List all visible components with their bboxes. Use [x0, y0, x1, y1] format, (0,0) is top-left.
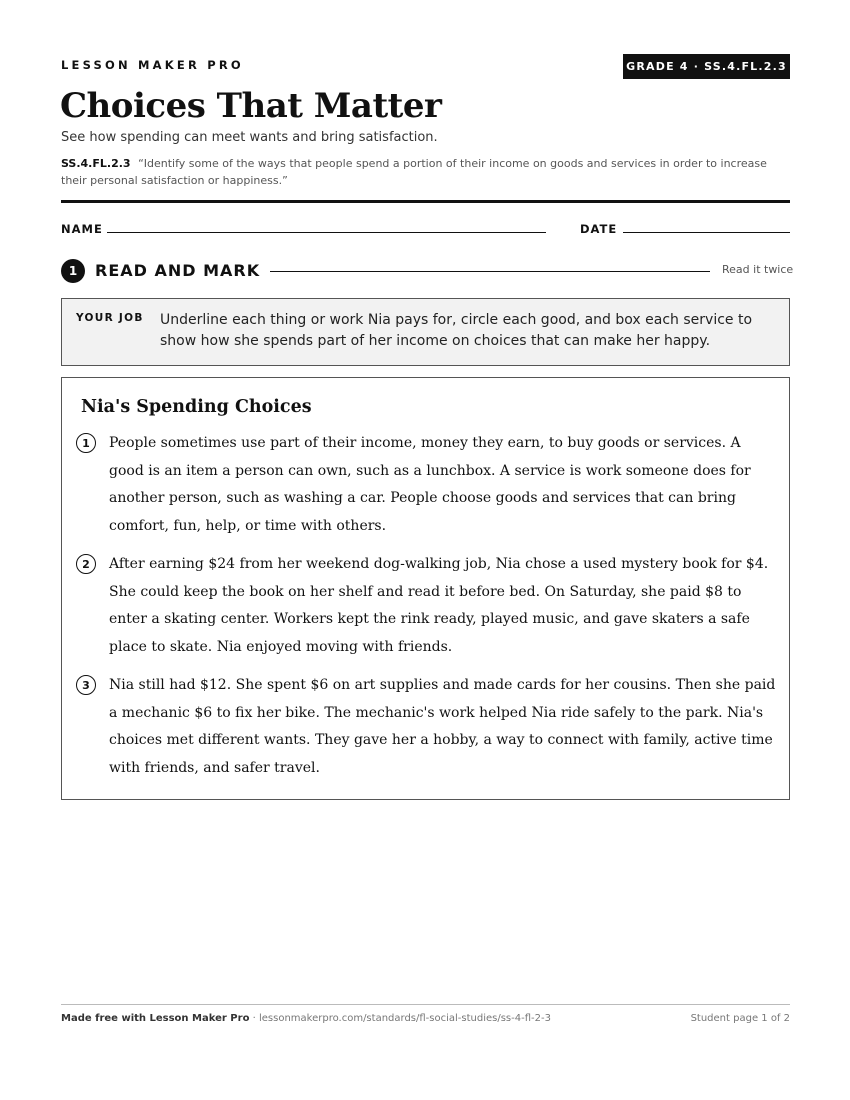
section-number-badge: 1	[61, 259, 85, 283]
paragraph-2: After earning $24 from her weekend dog-walking job, Nia chose a used mystery book for $4. She could keep the book on her shelf and read it before bed. On Saturday, she paid $8 to enter a skating center. Workers kept the rink ready, played music, and gave skaters a safe place to skate. Nia enjoyed moving with friends.	[109, 556, 769, 655]
header-divider	[61, 200, 790, 203]
name-field[interactable]	[107, 232, 546, 233]
grade-badge: GRADE 4 · SS.4.FL.2.3	[623, 54, 790, 79]
date-label: DATE	[580, 222, 618, 236]
standard-text: “Identify some of the ways that people spend a portion of their income on goods and services in order to increase their personal satisfaction or happiness.”	[61, 157, 767, 187]
page-title: Choices That Matter	[60, 86, 442, 126]
section-hint: Read it twice	[722, 263, 794, 276]
instructions-box	[61, 298, 790, 366]
paragraph-number-3: 3	[76, 675, 96, 695]
standard-code: SS.4.FL.2.3	[61, 157, 131, 170]
footer-divider	[61, 1004, 790, 1005]
section-title: READ AND MARK	[95, 261, 261, 280]
paragraph-3: Nia still had $12. She spent $6 on art supplies and made cards for her cousins. Then she paid a mechanic $6 to fix her bike. The mechanic's work helped Nia ride safely to the park. Nia's choices met different wants. They gave her a hobby, a way to connect with family, active time with friends, and safer travel.	[109, 677, 776, 776]
footer-made-with: Made free with Lesson Maker Pro	[61, 1013, 250, 1024]
paragraph-number-1: 1	[76, 433, 96, 453]
instructions-text: Underline each thing or work Nia pays for, circle each good, and box each service to show how she spends part of her income on choices that can make her happy.	[160, 312, 753, 349]
story-title: Nia's Spending Choices	[81, 397, 312, 417]
page-subtitle: See how spending can meet wants and bring satisfaction.	[61, 130, 438, 145]
brand-name: LESSON MAKER PRO	[61, 58, 244, 72]
standard-description	[61, 155, 781, 189]
instructions-label: YOUR JOB	[76, 312, 144, 324]
story-passage	[61, 377, 790, 800]
section-divider	[270, 271, 710, 272]
paragraph-number-2: 2	[76, 554, 96, 574]
footer-page-number: Student page 1 of 2	[690, 1013, 790, 1024]
paragraph-1: People sometimes use part of their income, money they earn, to buy goods or services. A good is an item a person can own, such as a lunchbox. A service is work someone does for another person, such as washing a car. People choose goods and services that can bring comfort, fun, help, or time with others.	[109, 435, 751, 534]
date-field[interactable]	[623, 232, 790, 233]
name-label: NAME	[61, 222, 103, 236]
footer-url[interactable]: · lessonmakerpro.com/standards/fl-social-studies/ss-4-fl-2-3	[249, 1013, 551, 1024]
footer-credit	[61, 1013, 551, 1024]
